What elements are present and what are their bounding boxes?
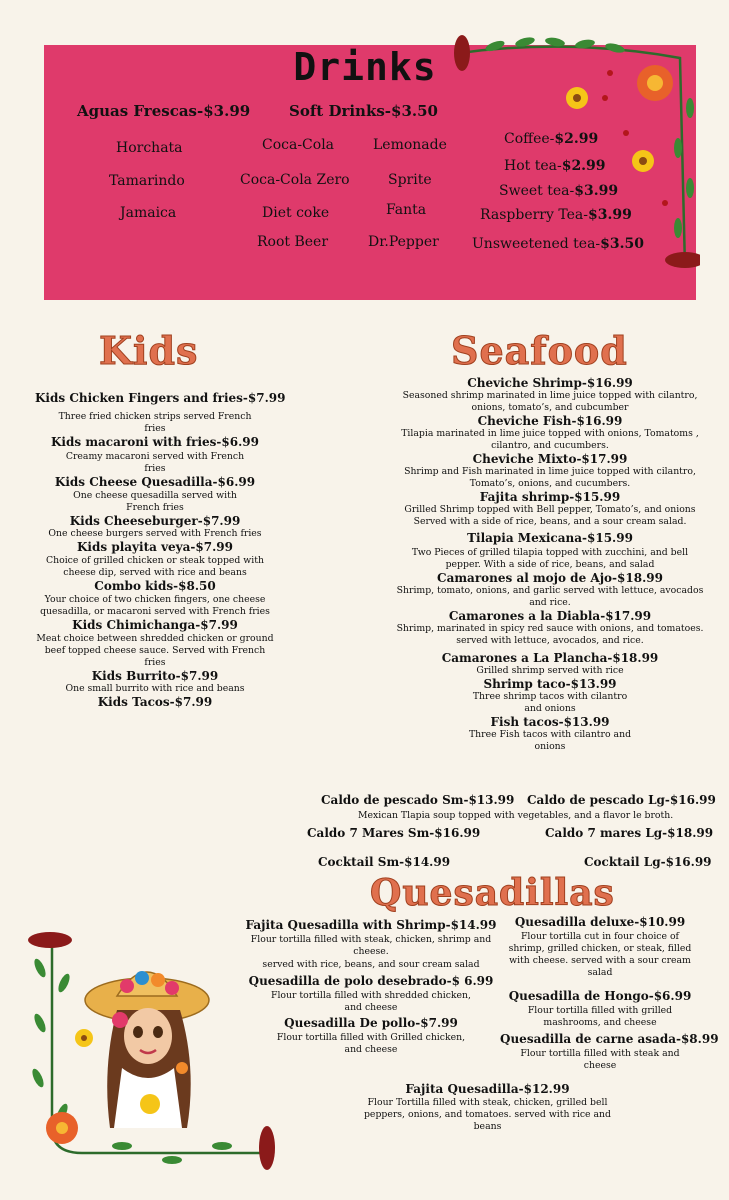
kids-item-desc: One small burrito with rice and beans: [65, 683, 245, 694]
quesadilla-item-desc: Flour Tortilla filled with steak, chicken, grilled bell peppers, onions, and tomatoes. served with rice and beans: [363, 1097, 611, 1132]
quesadilla-item-desc: Flour tortilla filled with shredded chicken, and cheese: [271, 990, 471, 1013]
seafood-item-desc: Three Fish tacos with cilantro and onions: [468, 729, 632, 752]
caldo-pescado-sm: Caldo de pescado Sm-$13.99: [321, 793, 515, 807]
drink-lemonade: Lemonade: [373, 137, 447, 153]
cocktail-lg: Cocktail Lg-$16.99: [584, 855, 712, 869]
quesadilla-item-name: Quesadilla deluxe-$10.99: [514, 915, 686, 929]
seafood-item-name: Cheviche Shrimp-$16.99: [467, 376, 633, 390]
kids-item-desc: Creamy macaroni served with French fries: [65, 451, 245, 474]
quesadilla-item-name: Fajita Quesadilla-$12.99: [405, 1082, 570, 1096]
seafood-item-desc: Shrimp, tomato, onions, and garlic served with lettuce, avocados and rice.: [396, 585, 704, 608]
kids-item-name: Kids Chimichanga-$7.99: [72, 618, 238, 632]
kids-item-name: Kids macaroni with fries-$6.99: [51, 435, 259, 449]
drink-coffee: Coffee-$2.99: [504, 131, 599, 147]
kids-item-desc: Three fried chicken strips served French fries: [58, 411, 252, 434]
drink-horchata: Horchata: [116, 140, 183, 156]
seafood-item-desc: Grilled shrimp served with rice: [476, 665, 624, 676]
drink-jamaica: Jamaica: [120, 205, 177, 221]
quesadilla-item-name: Quesadilla de Hongo-$6.99: [508, 989, 692, 1003]
drink-hot-tea: Hot tea-$2.99: [504, 158, 606, 174]
quesadilla-item-extra: served with rice, beans, and sour cream salad: [262, 959, 480, 970]
seafood-item-name: Cheviche Mixto-$17.99: [472, 452, 628, 466]
drink-fanta: Fanta: [386, 202, 427, 218]
drink-sprite: Sprite: [388, 172, 432, 188]
aguas-frescas-header: Aguas Frescas-$3.99: [77, 102, 251, 120]
seafood-item-desc: Three shrimp tacos with cilantro and onions: [472, 691, 628, 714]
quesadilla-item-desc: Flour tortilla filled with steak, chicken, shrimp and cheese.: [250, 934, 492, 957]
seafood-item-desc: Seasoned shrimp marinated in lime juice topped with cilantro, onions, tomato’s, and cubcumber: [402, 390, 698, 413]
seafood-item-name: Shrimp taco-$13.99: [483, 677, 617, 691]
seafood-item-name: Camarones a La Plancha-$18.99: [441, 651, 659, 665]
drink-dr-pepper: Dr.Pepper: [368, 234, 439, 250]
seafood-item-name: Tilapia Mexicana-$15.99: [467, 531, 633, 545]
kids-item-name: Kids Cheeseburger-$7.99: [69, 514, 241, 528]
kids-item-name: Kids Burrito-$7.99: [91, 669, 219, 683]
sombrero-girl-illustration: [22, 928, 282, 1173]
kids-title: Kids: [99, 328, 199, 373]
quesadilla-item-name: Quesadilla De pollo-$7.99: [284, 1016, 458, 1030]
seafood-item-desc: Two Pieces of grilled tilapia topped with zucchini, and bell pepper. With a side of rice, beans, and salad: [411, 547, 689, 570]
seafood-item-name: Fajita shrimp-$15.99: [479, 490, 621, 504]
cocktail-sm: Cocktail Sm-$14.99: [318, 855, 451, 869]
quesadilla-item-desc: Flour tortilla filled with Grilled chicken, and cheese: [276, 1032, 466, 1055]
kids-item-name: Kids Tacos-$7.99: [97, 695, 213, 709]
quesadilla-item-name: Quesadilla de polo desebrado-$ 6.99: [248, 974, 494, 988]
caldo-7-mares-sm: Caldo 7 Mares Sm-$16.99: [307, 826, 481, 840]
kids-item-name: Combo kids-$8.50: [94, 579, 216, 593]
seafood-title: Seafood: [451, 328, 628, 373]
drink-unsweetened-tea: Unsweetened tea-$3.50: [472, 236, 645, 252]
quesadillas-right-list: [500, 915, 719, 1072]
drink-coca-cola: Coca-Cola: [262, 137, 335, 153]
quesadilla-item-name: Fajita Quesadilla with Shrimp-$14.99: [245, 918, 497, 932]
caldo-pescado-lg: Caldo de pescado Lg-$16.99: [527, 793, 716, 807]
fajita-quesadilla-block: [355, 1082, 620, 1133]
seafood-item-desc: Grilled Shrimp topped with Bell pepper, Tomato’s, and onions Served with a side of rice, beans, and a sour cream salad.: [404, 504, 696, 527]
kids-item-desc: Your choice of two chicken fingers, one cheese quesadilla, or macaroni served with French fries: [40, 594, 270, 617]
drink-tamarindo: Tamarindo: [109, 173, 185, 189]
quesadilla-item-desc: Flour tortilla cut in four choice of shrimp, grilled chicken, or steak, filled with cheese. served with a sour cream salad: [508, 931, 692, 978]
kids-item-desc: Meat choice between shredded chicken or ground beef topped cheese sauce. Served with French fries: [36, 633, 274, 668]
seafood-menu-list: [395, 376, 705, 753]
seafood-item-name: Camarones a la Diabla-$17.99: [448, 609, 652, 623]
kids-item-name: Kids Chicken Fingers and fries-$7.99: [35, 391, 286, 405]
drink-diet-coke: Diet coke: [262, 205, 330, 221]
drinks-title: Drinks: [293, 45, 437, 89]
quesadilla-item-desc: Flour tortilla filled with steak and cheese: [520, 1048, 680, 1071]
caldo-7-mares-lg: Caldo 7 mares Lg-$18.99: [545, 826, 714, 840]
seafood-item-name: Cheviche Fish-$16.99: [477, 414, 623, 428]
seafood-item-desc: Shrimp, marinated in spicy red sauce with onions, and tomatoes. served with lettuce, avocados, and rice.: [396, 623, 704, 646]
seafood-item-name: Fish tacos-$13.99: [490, 715, 610, 729]
soft-drinks-header: Soft Drinks-$3.50: [289, 102, 438, 120]
caldo-pescado-desc: Mexican Tlapia soup topped with vegetables, and a flavor le broth.: [358, 810, 674, 821]
drink-coca-cola-zero: Coca-Cola Zero: [240, 172, 350, 188]
kids-menu-list: [35, 391, 286, 709]
drink-raspberry-tea: Raspberry Tea-$3.99: [480, 207, 632, 223]
kids-item-desc: One cheese burgers served with French fries: [48, 528, 262, 539]
seafood-item-desc: Tilapia marinated in lime juice topped with onions, Tomatoms , cilantro, and cucumbers.: [401, 428, 699, 451]
quesadilla-item-desc: Flour tortilla filled with grilled mashrooms, and cheese: [527, 1005, 673, 1028]
kids-item-name: Kids playita veya-$7.99: [77, 540, 233, 554]
quesadillas-title: Quesadillas: [370, 872, 615, 914]
drink-root-beer: Root Beer: [257, 234, 329, 250]
kids-item-desc: One cheese quesadilla served with French fries: [73, 490, 237, 513]
drink-sweet-tea: Sweet tea-$3.99: [499, 183, 619, 199]
quesadilla-item-name: Quesadilla de carne asada-$8.99: [500, 1032, 719, 1046]
kids-item-name: Kids Cheese Quesadilla-$6.99: [54, 475, 256, 489]
kids-item-desc: Choice of grilled chicken or steak topped with cheese dip, served with rice and beans: [46, 555, 264, 578]
seafood-item-name: Camarones al mojo de Ajo-$18.99: [437, 571, 663, 585]
seafood-item-desc: Shrimp and Fish marinated in lime juice topped with cilantro, Tomato’s, onions, and cucumbers.: [404, 466, 696, 489]
